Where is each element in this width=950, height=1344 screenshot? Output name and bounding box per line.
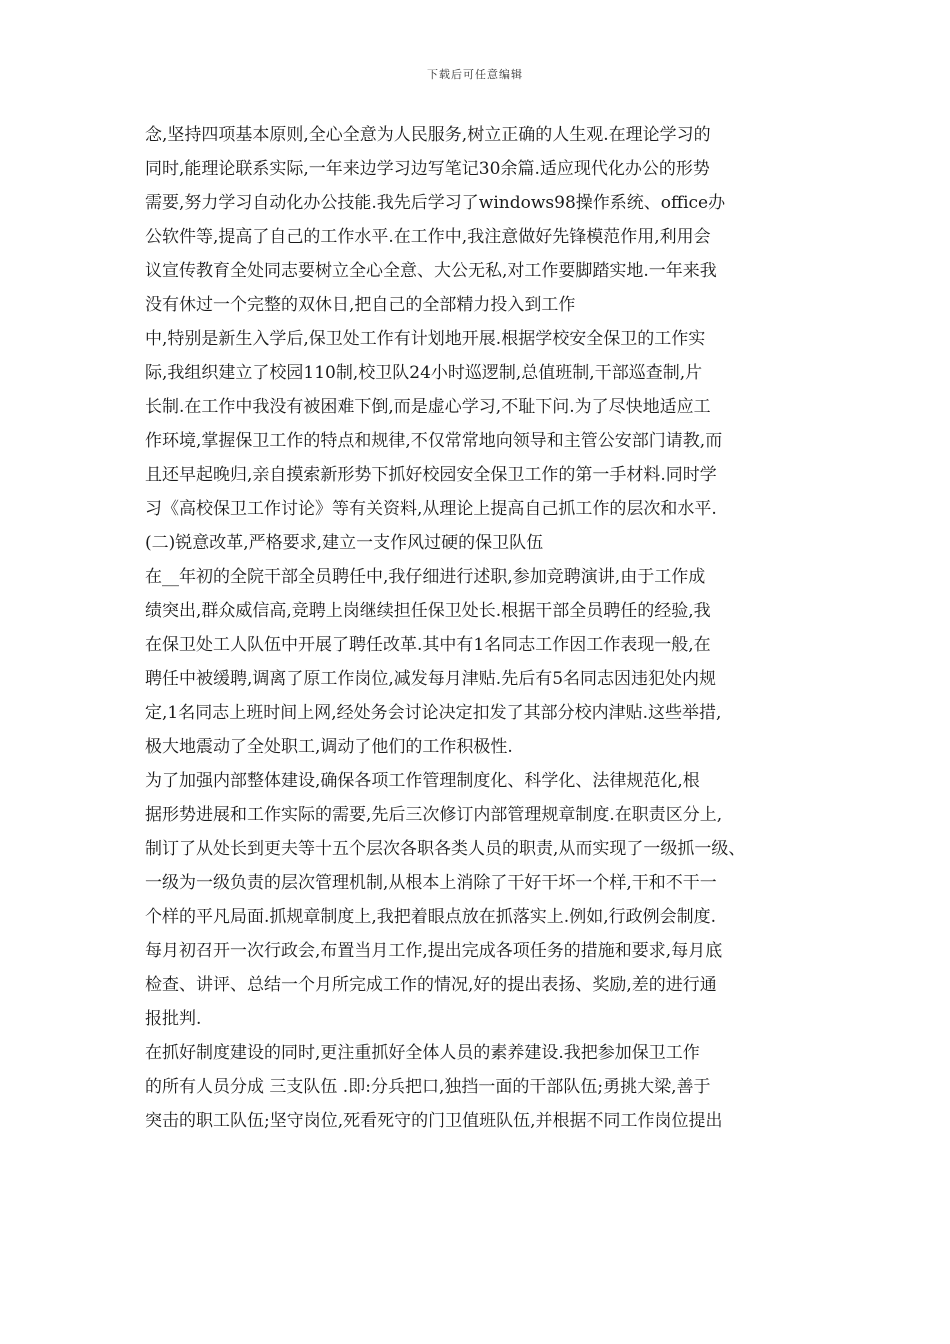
text-line: 据形势进展和工作实际的需要,先后三次修订内部管理规章制度.在职责区分上,: [145, 805, 723, 825]
text-line: 作环境,掌握保卫工作的特点和规律,不仅常常地向领导和主管公安部门请教,而: [145, 431, 723, 451]
page-header: 下载后可任意编辑: [427, 68, 523, 81]
text-line: 检查、讲评、总结一个月所完成工作的情况,好的提出表扬、奖励,差的进行通: [145, 975, 717, 995]
section-heading: (二)锐意改革,严格要求,建立一支作风过硬的保卫队伍: [145, 533, 544, 553]
text-line: 在__年初的全院干部全员聘任中,我仔细进行述职,参加竞聘演讲,由于工作成: [145, 567, 706, 587]
text-line: 个样的平凡局面.抓规章制度上,我把着眼点放在抓落实上.例如,行政例会制度.: [145, 907, 717, 927]
text-line: 际,我组织建立了校园110制,校卫队24小时巡逻制,总值班制,干部巡查制,片: [145, 363, 703, 383]
text-line: 一级为一级负责的层次管理机制,从根本上消除了干好干坏一个样,干和不干一: [145, 873, 717, 893]
text-line: 同时,能理论联系实际,一年来边学习边写笔记30余篇.适应现代化办公的形势: [145, 159, 710, 179]
document-body: [145, 118, 815, 1138]
text-line: 议宣传教育全处同志要树立全心全意、大公无私,对工作要脚踏实地.一年来我: [145, 261, 717, 281]
text-line: 绩突出,群众威信高,竞聘上岗继续担任保卫处长.根据干部全员聘任的经验,我: [145, 601, 711, 621]
text-line: 念,坚持四项基本原则,全心全意为人民服务,树立正确的人生观.在理论学习的: [145, 125, 711, 145]
text-line: 的所有人员分成 三支队伍 .即:分兵把口,独挡一面的干部队伍;勇挑大梁,善于: [145, 1077, 711, 1097]
text-line: 需要,努力学习自动化办公技能.我先后学习了windows98操作系统、office办: [145, 193, 726, 213]
text-line: 且还早起晚归,亲自摸索新形势下抓好校园安全保卫工作的第一手材料.同时学: [145, 465, 717, 485]
text-line: 没有休过一个完整的双休日,把自己的全部精力投入到工作: [145, 295, 576, 315]
text-line: 聘任中被缓聘,调离了原工作岗位,减发每月津贴.先后有5名同志因违犯处内规: [145, 669, 717, 689]
text-line: 习《高校保卫工作讨论》等有关资料,从理论上提高自己抓工作的层次和水平.: [145, 499, 717, 519]
text-line: 公软件等,提高了自己的工作水平.在工作中,我注意做好先锋模范作用,利用会: [145, 227, 711, 247]
text-line: 在抓好制度建设的同时,更注重抓好全体人员的素养建设.我把参加保卫工作: [145, 1043, 700, 1063]
text-line: 制订了从处长到更夫等十五个层次各职各类人员的职责,从而实现了一级抓一级、: [145, 839, 746, 859]
text-line: 中,特别是新生入学后,保卫处工作有计划地开展.根据学校安全保卫的工作实: [145, 329, 706, 349]
text-line: 极大地震动了全处职工,调动了他们的工作积极性.: [145, 737, 513, 757]
text-line: 在保卫处工人队伍中开展了聘任改革.其中有1名同志工作因工作表现一般,在: [145, 635, 711, 655]
text-line: 为了加强内部整体建设,确保各项工作管理制度化、科学化、法律规范化,根: [145, 771, 700, 791]
text-line: 每月初召开一次行政会,布置当月工作,提出完成各项任务的措施和要求,每月底: [145, 941, 723, 961]
text-line: 突击的职工队伍;坚守岗位,死看死守的门卫值班队伍,并根据不同工作岗位提出: [145, 1111, 723, 1131]
text-line: 定,1名同志上班时间上网,经处务会讨论决定扣发了其部分校内津贴.这些举措,: [145, 703, 722, 723]
text-line: 报批判.: [145, 1009, 202, 1029]
text-line: 长制.在工作中我没有被困难下倒,而是虚心学习,不耻下问.为了尽快地适应工: [145, 397, 711, 417]
